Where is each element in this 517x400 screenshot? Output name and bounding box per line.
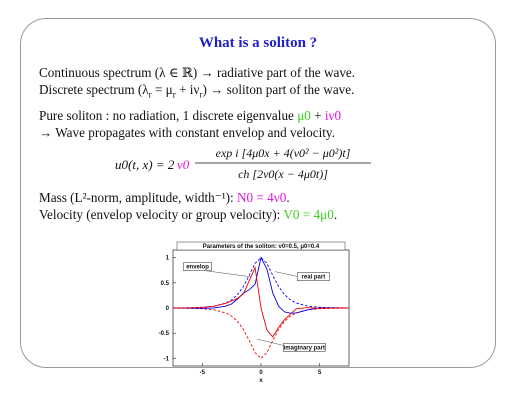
annotation-label: real part bbox=[301, 274, 326, 281]
eigen-nu: iν0 bbox=[324, 108, 342, 123]
slide-frame bbox=[20, 18, 496, 384]
sub-r-2: r bbox=[172, 89, 176, 100]
mass-value: N0 = 4ν0 bbox=[237, 190, 287, 205]
text-discrete-a: Discrete spectrum (λ bbox=[39, 82, 149, 97]
velocity-value: V0 = 4μ0 bbox=[283, 207, 334, 222]
y-tick-label: 1 bbox=[165, 255, 169, 262]
text-wave-propagates: → Wave propagates with constant envelop and velocity. bbox=[39, 125, 335, 140]
y-tick-label: -0.5 bbox=[158, 331, 169, 338]
velocity-label: Velocity (envelop velocity or group velocity): bbox=[39, 207, 284, 222]
text-mass bbox=[39, 190, 290, 206]
eigen-mu: μ0 bbox=[297, 108, 311, 123]
text-pure-soliton-label: Pure soliton : no radiation, 1 discrete eigenvalue bbox=[39, 108, 298, 123]
formula-numerator: exp i [4μ0x + 4(ν0² − μ0²)t] bbox=[215, 146, 351, 160]
x-axis-label: x bbox=[259, 378, 263, 384]
text-discrete-g: ) → soliton part of the wave. bbox=[202, 82, 355, 97]
y-tick-label: 0.5 bbox=[160, 280, 169, 287]
annotation-label: imaginary part bbox=[283, 345, 325, 352]
plot-title: Parameters of the soliton: ν0=0.5, μ0=0.4 bbox=[202, 244, 320, 250]
y-tick-label: 0 bbox=[165, 306, 169, 312]
formula-denominator: ch [2ν0(x − 4μ0t)] bbox=[238, 167, 328, 181]
text-discrete-spectrum bbox=[39, 82, 354, 100]
formula-nu0: ν0 bbox=[177, 157, 190, 172]
velocity-suffix: . bbox=[333, 207, 338, 222]
soliton-formula bbox=[115, 143, 455, 185]
soliton-plot bbox=[151, 234, 357, 382]
sub-r-1: r bbox=[148, 89, 152, 100]
text-discrete-c: = μ bbox=[151, 82, 173, 97]
mass-label: Mass (L²-norm, amplitude, width⁻¹): bbox=[39, 190, 237, 205]
eigen-plus: + bbox=[310, 108, 325, 123]
x-tick-label: 5 bbox=[317, 370, 322, 376]
text-pure-soliton bbox=[39, 108, 341, 124]
sub-r-3: r bbox=[199, 89, 203, 100]
formula-lhs: u0(t, x) = 2 bbox=[115, 157, 175, 172]
mass-suffix: . bbox=[286, 190, 290, 205]
text-discrete-e: + iν bbox=[175, 82, 200, 97]
y-tick-label: -1 bbox=[163, 356, 169, 363]
text-continuous-spectrum: Continuous spectrum (λ ∈ ℝ) → radiative part of the wave. bbox=[39, 65, 356, 80]
slide-title: What is a soliton ? bbox=[198, 35, 318, 51]
plot-svg bbox=[151, 234, 357, 382]
x-tick-label: -5 bbox=[199, 370, 206, 376]
x-tick-label: 0 bbox=[259, 370, 263, 376]
text-velocity bbox=[39, 207, 337, 223]
annotation-label: envelop bbox=[186, 264, 209, 271]
